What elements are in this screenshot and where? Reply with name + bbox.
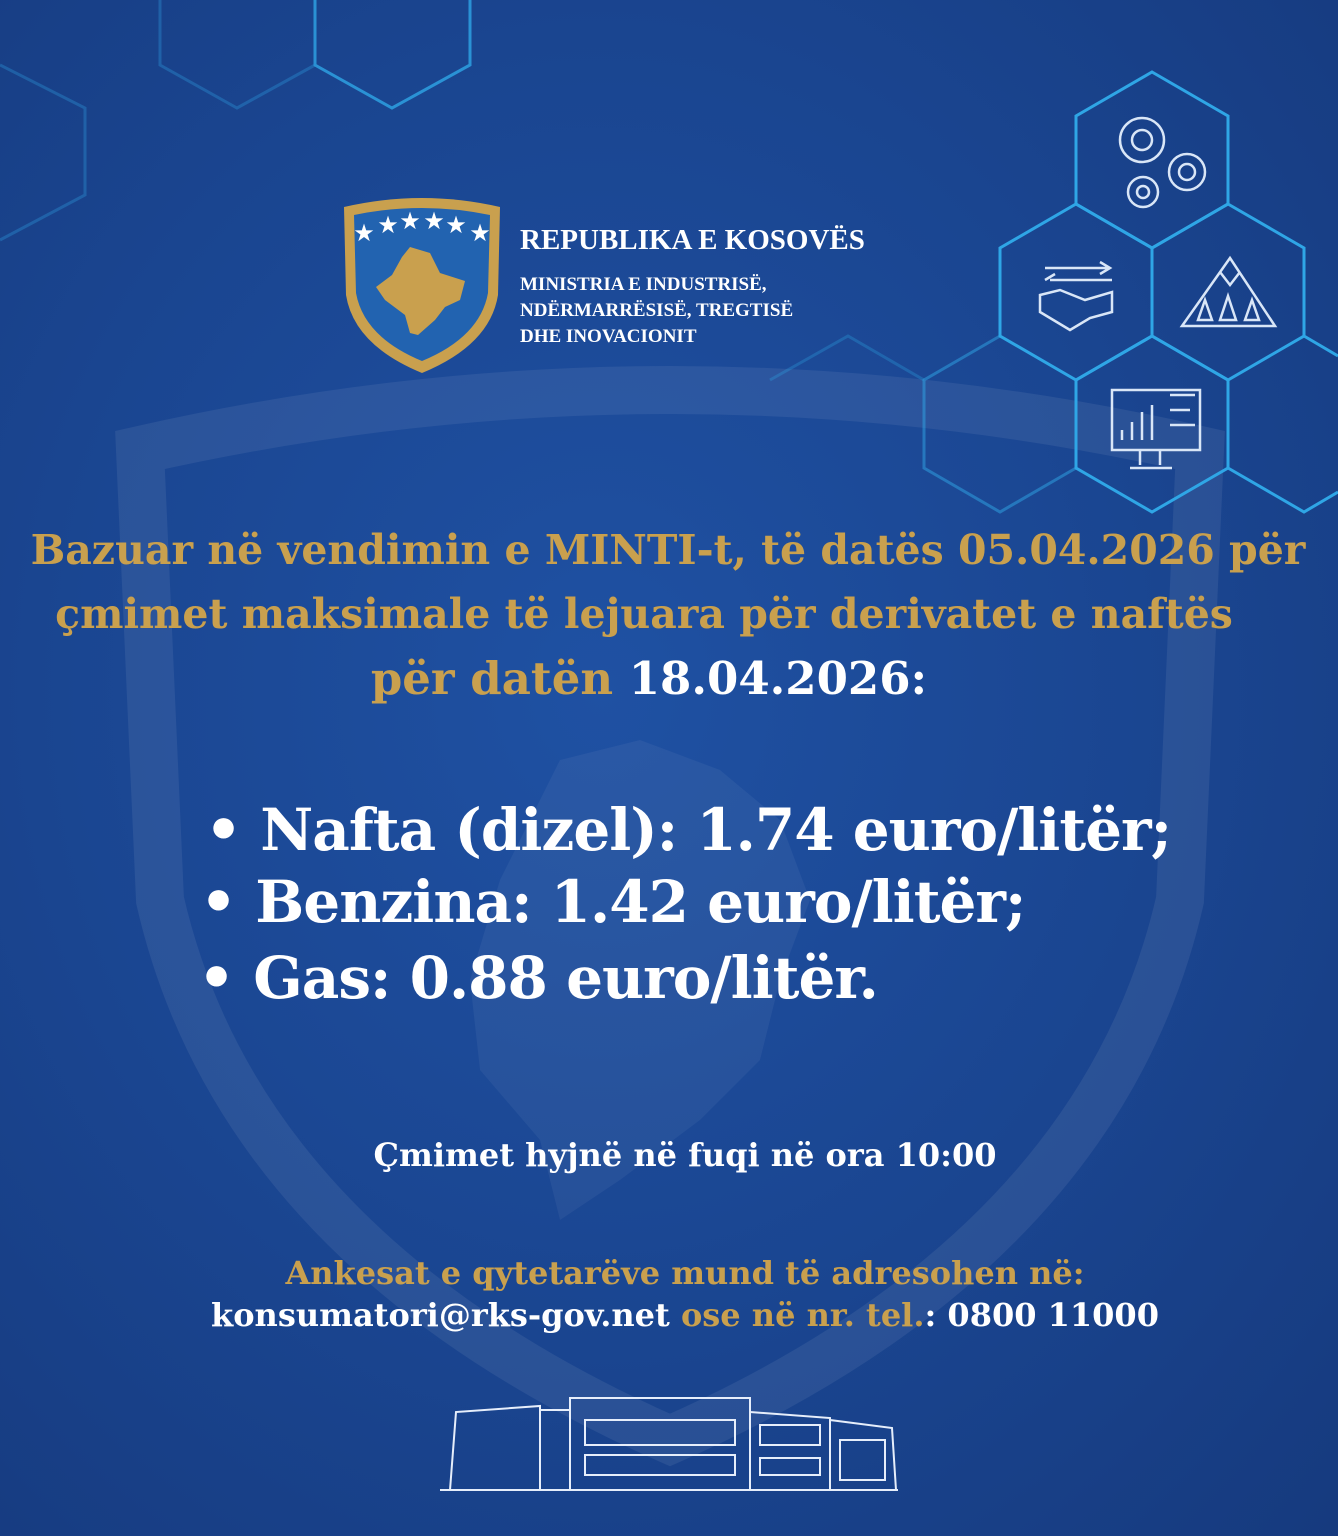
contact-email[interactable]: konsumatori@rks-gov.net [211,1296,670,1334]
building-icon [440,1398,898,1490]
intro-line-3 [0,652,1318,705]
contact-middle: ose në nr. tel. [669,1296,925,1334]
intro-date: 18.04.2026: [628,652,928,705]
price-diesel: • Nafta (dizel): 1.74 euro/litër; [205,796,1171,864]
svg-text:★: ★ [445,211,467,239]
gears-icon [1120,118,1205,207]
ministry-name [520,272,793,350]
svg-text:★: ★ [399,207,421,235]
effective-time: Çmimet hyjnë në fuqi në ora 10:00 [373,1136,997,1174]
svg-text:★: ★ [377,211,399,239]
svg-text:★: ★ [353,219,375,247]
country-name: REPUBLIKA E KOSOVËS [520,224,865,256]
ministry-line: MINISTRIA E INDUSTRISË, [520,274,767,295]
mountains-icon [1182,258,1275,326]
ministry-line: NDËRMARRËSISË, TREGTISË [520,300,794,321]
price-petrol: • Benzina: 1.42 euro/litër; [200,868,1026,936]
coat-of-arms-icon [340,195,504,375]
svg-text:★: ★ [423,207,445,235]
intro-date-prefix: për datën [370,652,629,705]
intro-line-2: çmimet maksimale të lejuara për derivatet e naftës [55,590,1233,638]
handshake-icon [1040,262,1112,330]
ministry-line: DHE INOVACIONIT [520,326,697,347]
intro-line-1: Bazuar në vendimin e MINTI-t, të datës 05.04.2026 për [30,526,1306,574]
contact-phone[interactable]: : 0800 11000 [924,1296,1159,1334]
svg-text:★: ★ [469,219,491,247]
contact-line-1: Ankesat e qytetarëve mund të adresohen në: [285,1254,1085,1292]
price-gas: • Gas: 0.88 euro/litër. [198,944,878,1012]
contact-line-2 [16,1296,1338,1334]
